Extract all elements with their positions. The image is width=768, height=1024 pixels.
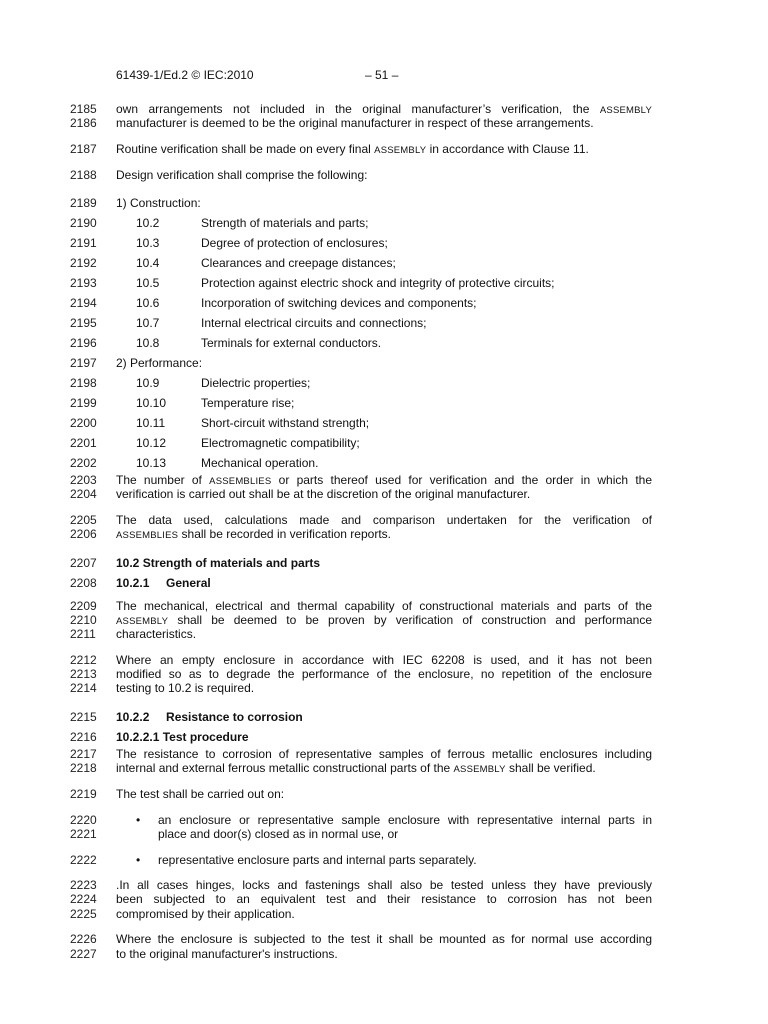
text-line xyxy=(70,787,652,801)
text: The resistance to corrosion of representative samples of ferrous metallic enclosures including xyxy=(116,747,652,762)
text-line xyxy=(70,747,652,761)
list-item xyxy=(70,373,652,393)
line-number: 2186 xyxy=(70,116,97,131)
text: place and door(s) closed as in normal use, or xyxy=(158,826,399,841)
defined-term: ASSEMBLY xyxy=(599,105,652,116)
clause-number: 10.11 xyxy=(136,416,166,431)
text-line xyxy=(70,932,652,946)
line-number: 2208 xyxy=(70,576,97,590)
construction-list xyxy=(70,213,652,353)
line-number: 2196 xyxy=(70,336,97,351)
text: .In all cases hinges, locks and fastenings shall also be tested unless they have previously xyxy=(116,878,652,893)
line-number: 2223 xyxy=(70,878,97,893)
heading-text: General xyxy=(166,576,211,590)
list-item xyxy=(70,433,652,453)
line-number: 2197 xyxy=(70,356,97,371)
bullet-item xyxy=(70,853,652,867)
list-item xyxy=(70,233,652,253)
line-number: 2227 xyxy=(70,946,97,961)
line-number: 2195 xyxy=(70,316,97,331)
bullet-item-continued xyxy=(70,827,652,841)
text-line xyxy=(70,527,652,541)
clause-title: Internal electrical circuits and connections; xyxy=(201,316,427,331)
text: Where the enclosure is subjected to the test it shall be mounted as for normal use according xyxy=(116,932,652,947)
heading-number: 10.2.1 xyxy=(116,576,150,590)
text: Where an empty enclosure in accordance with IEC 62208 is used, and it has not been xyxy=(116,653,652,668)
text: The data used, calculations made and comparison undertaken for the verification of xyxy=(116,513,652,528)
clause-number: 10.5 xyxy=(136,276,160,291)
bullet-item xyxy=(70,813,652,827)
list-item xyxy=(70,413,652,433)
line-number: 2211 xyxy=(70,627,96,642)
list-item xyxy=(70,273,652,293)
text: to the original manufacturer's instructions. xyxy=(116,946,338,961)
defined-term: ASSEMBLY xyxy=(453,764,506,776)
line-number: 2217 xyxy=(70,747,97,762)
clause-title: Terminals for external conductors. xyxy=(201,336,382,351)
line-number: 2205 xyxy=(70,513,97,528)
line-number: 2219 xyxy=(70,787,97,801)
text-line xyxy=(70,599,652,613)
clause-title: Incorporation of switching devices and components; xyxy=(201,296,477,311)
clause-title: Clearances and creepage distances; xyxy=(201,256,396,271)
text-line xyxy=(70,681,652,695)
text-line xyxy=(70,892,652,906)
clause-number: 10.3 xyxy=(136,236,160,251)
text: characteristics. xyxy=(116,627,197,642)
text: 2) Performance: xyxy=(116,356,203,371)
line-number: 2194 xyxy=(70,296,97,311)
text-line xyxy=(70,168,652,182)
list-heading xyxy=(70,193,652,213)
clause-title: Temperature rise; xyxy=(201,396,295,411)
subsection-heading xyxy=(70,573,652,593)
clause-number: 10.12 xyxy=(136,436,167,451)
text: an enclosure or representative sample enclosure with representative internal parts in xyxy=(158,812,652,827)
text: verification is carried out shall be at the discretion of the original manufacturer. xyxy=(116,487,531,502)
line-number: 2224 xyxy=(70,892,97,907)
line-number: 2221 xyxy=(70,826,97,841)
text-line xyxy=(70,142,652,156)
line-number: 2206 xyxy=(70,527,97,542)
clause-number: 10.8 xyxy=(136,336,160,351)
text: shall be verified. xyxy=(508,761,596,776)
list-heading xyxy=(70,353,652,373)
list-item xyxy=(70,253,652,273)
clause-title: Short-circuit withstand strength; xyxy=(201,416,370,431)
list-item xyxy=(70,213,652,233)
line-number: 2209 xyxy=(70,599,97,613)
text: own arrangements not included in the original manufacturer’s verification, the xyxy=(116,102,590,116)
subsection-heading xyxy=(70,707,652,727)
list-item xyxy=(70,453,652,473)
text-line xyxy=(70,116,652,130)
clause-title: Electromagnetic compatibility; xyxy=(201,436,360,451)
clause-title: Strength of materials and parts; xyxy=(201,216,369,231)
heading-text: 10.2.2.1 Test procedure xyxy=(116,730,249,745)
line-number: 2216 xyxy=(70,730,97,745)
clause-number: 10.10 xyxy=(136,396,167,411)
defined-term: ASSEMBLY xyxy=(374,144,427,156)
list-item xyxy=(70,293,652,313)
page-header xyxy=(116,68,708,84)
heading-text: Resistance to corrosion xyxy=(166,710,303,725)
text: in accordance with Clause 11. xyxy=(429,141,589,156)
text: Design verification shall comprise the following: xyxy=(116,167,368,182)
line-number: 2204 xyxy=(70,487,97,502)
line-number: 2185 xyxy=(70,102,97,116)
performance-list xyxy=(70,373,652,473)
clause-title: Protection against electric shock and integrity of protective circuits; xyxy=(201,276,555,291)
text-line xyxy=(70,878,652,892)
line-number: 2212 xyxy=(70,653,97,668)
line-number: 2193 xyxy=(70,276,97,291)
text: representative enclosure parts and internal parts separately. xyxy=(158,852,477,867)
line-number: 2189 xyxy=(70,196,97,211)
text-line xyxy=(70,513,652,527)
text: or parts thereof used for verification and the order in which the xyxy=(278,473,652,488)
line-number: 2214 xyxy=(70,681,97,696)
line-number: 2207 xyxy=(70,556,97,570)
text-line xyxy=(70,653,652,667)
bullet-icon: • xyxy=(136,812,141,827)
line-number: 2215 xyxy=(70,710,97,725)
clause-title: Mechanical operation. xyxy=(201,456,319,471)
text: 1) Construction: xyxy=(116,196,201,211)
clause-title: Degree of protection of enclosures; xyxy=(201,236,388,251)
bullet-icon: • xyxy=(136,852,141,867)
page-number: – 51 – xyxy=(365,68,399,82)
line-number: 2226 xyxy=(70,932,97,947)
text: shall be deemed to be proven by verification of construction and performance xyxy=(177,613,652,628)
line-number: 2210 xyxy=(70,613,97,628)
clause-number: 10.4 xyxy=(136,256,160,271)
heading-number: 10.2.2 xyxy=(116,710,150,725)
line-number: 2218 xyxy=(70,761,97,776)
text: internal and external ferrous metallic constructional parts of the xyxy=(116,761,451,776)
text-line xyxy=(70,473,652,487)
document-body xyxy=(70,102,652,961)
text: The number of xyxy=(116,473,202,488)
line-number: 2203 xyxy=(70,473,97,488)
text-line xyxy=(70,102,652,116)
line-number: 2222 xyxy=(70,852,97,867)
line-number: 2200 xyxy=(70,416,97,431)
clause-number: 10.6 xyxy=(136,296,160,311)
text-line xyxy=(70,613,652,627)
section-heading xyxy=(70,553,652,573)
clause-title: Dielectric properties; xyxy=(201,376,311,391)
text: The test shall be carried out on: xyxy=(116,787,285,801)
text-line xyxy=(70,627,652,641)
clause-number: 10.7 xyxy=(136,316,160,331)
subsubsection-heading xyxy=(70,727,652,747)
text: shall be recorded in verification reports. xyxy=(181,527,391,542)
line-number: 2202 xyxy=(70,456,97,471)
text: manufacturer is deemed to be the original manufacturer in respect of these arrangements. xyxy=(116,116,594,131)
line-number: 2187 xyxy=(70,141,97,156)
text-line xyxy=(70,667,652,681)
text: The mechanical, electrical and thermal capability of constructional materials and parts of the xyxy=(116,599,652,613)
text-line xyxy=(70,487,652,501)
text: compromised by their application. xyxy=(116,906,295,921)
defined-term: ASSEMBLY xyxy=(116,616,169,628)
line-number: 2190 xyxy=(70,216,97,231)
list-item xyxy=(70,393,652,413)
heading-text: 10.2 Strength of materials and parts xyxy=(116,556,321,570)
line-number: 2213 xyxy=(70,667,97,682)
text-line xyxy=(70,947,652,961)
text: been subjected to an equivalent test and their resistance to corrosion has not been xyxy=(116,892,652,907)
standard-reference: 61439-1/Ed.2 © IEC:2010 xyxy=(116,68,254,82)
line-number: 2225 xyxy=(70,906,97,921)
text: testing to 10.2 is required. xyxy=(116,681,255,696)
defined-term: ASSEMBLIES xyxy=(209,476,272,488)
defined-term: ASSEMBLIES xyxy=(116,530,179,542)
text-line xyxy=(70,761,652,775)
line-number: 2220 xyxy=(70,812,97,827)
list-item xyxy=(70,313,652,333)
clause-number: 10.2 xyxy=(136,216,160,231)
clause-number: 10.9 xyxy=(136,376,160,391)
line-number: 2198 xyxy=(70,376,97,391)
text-line xyxy=(70,907,652,921)
clause-number: 10.13 xyxy=(136,456,167,471)
text: Routine verification shall be made on every final xyxy=(116,141,371,156)
line-number: 2201 xyxy=(70,436,97,451)
line-number: 2188 xyxy=(70,167,97,182)
list-item xyxy=(70,333,652,353)
line-number: 2192 xyxy=(70,256,97,271)
text: modified so as to degrade the performance of the enclosure, no repetition of the enclosure xyxy=(116,667,652,682)
line-number: 2191 xyxy=(70,236,97,251)
line-number: 2199 xyxy=(70,396,97,411)
